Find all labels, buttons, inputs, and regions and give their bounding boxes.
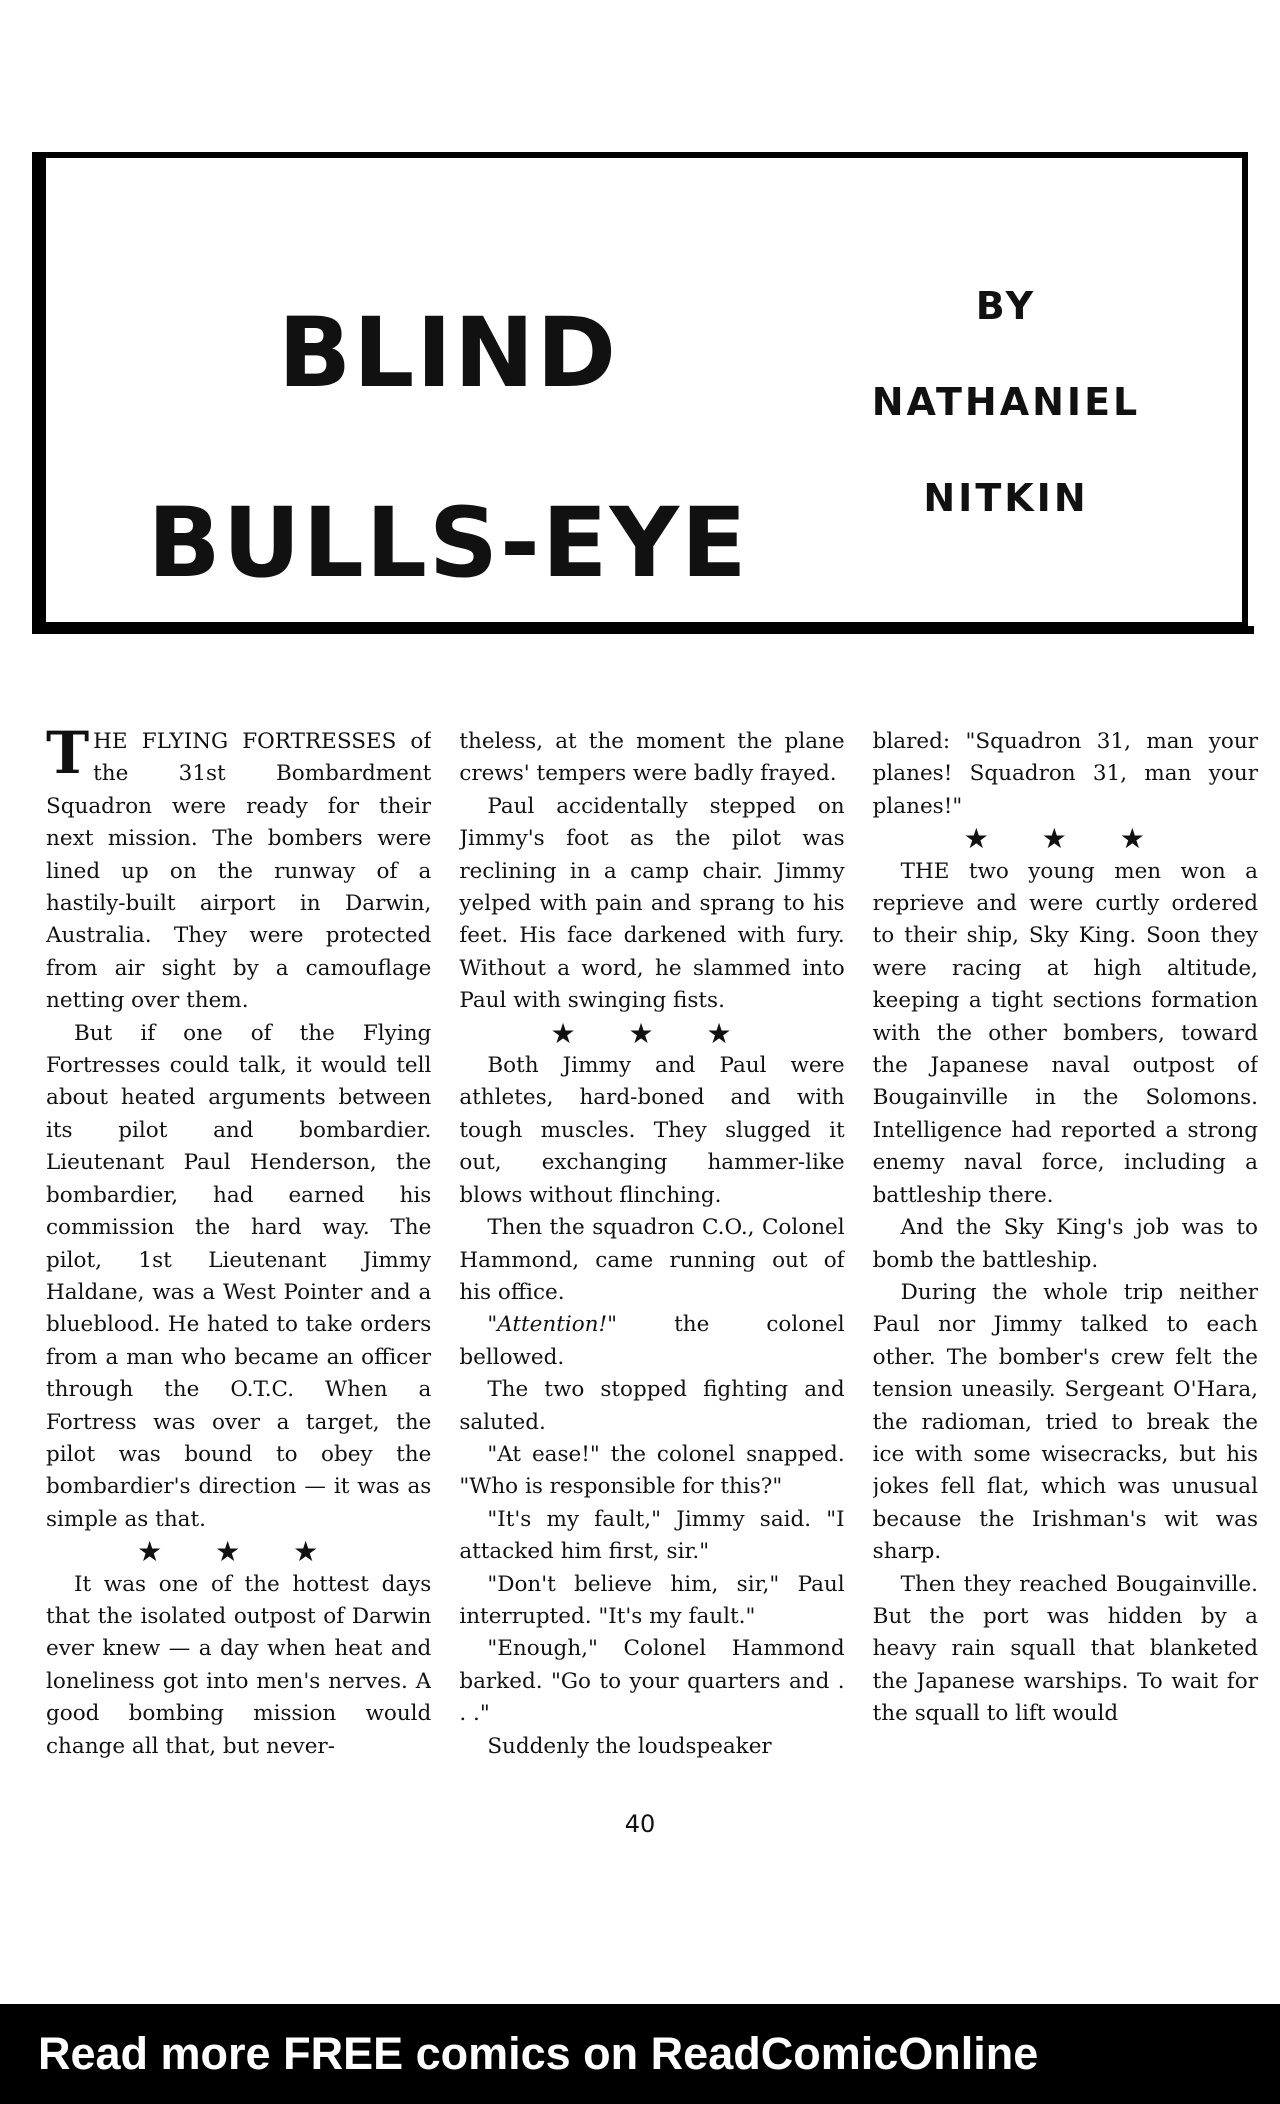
title-box	[40, 152, 1248, 628]
paragraph: Both Jimmy and Paul were athletes, hard-boned and with tough muscles. They slugged it out, exchanging hammer-like blows without flinching.	[459, 1053, 845, 1208]
paragraph	[459, 1309, 844, 1374]
italic-text: "Attention!"	[487, 1312, 618, 1338]
paragraph: "At ease!" the colonel snapped. "Who is responsible for this?"	[459, 1441, 845, 1500]
story-body	[46, 726, 1258, 1816]
paragraph: Paul accidentally stepped on Jimmy's foot as the pilot was reclining in a camp chair. Jimmy yelped with pain and sprang to his feet. His face darkened with fury. Without a word, he slammed into Paul with swinging fists.	[459, 793, 845, 1014]
column-3	[873, 726, 1258, 1816]
section-break-stars: ★ ★ ★	[137, 1535, 341, 1569]
paragraph: Then the squadron C.O., Colonel Hammond, came running out of his office.	[459, 1215, 845, 1305]
paragraph: During the whole trip neither Paul nor Jimmy talked to each other. The bomber's crew felt the tension uneasily. Sergeant O'Hara, the radioman, tried to break the ice with some wisecracks, but his jokes fell flat, which was unusual because the Irishman's wit was sharp.	[872, 1279, 1258, 1565]
column-1	[46, 726, 431, 1816]
title-line-1: BLIND	[277, 297, 619, 409]
column-2	[459, 726, 844, 1816]
paragraph: It was one of the hottest days that the isolated outpost of Darwin ever knew — a day when heat and loneliness got into men's nerves. A good bombing mission would change all that, but never-	[46, 1571, 432, 1759]
title-line-2: BULLS-EYE	[147, 487, 749, 599]
author-last-name: NITKIN	[923, 476, 1089, 520]
paragraph-text: the colonel bellowed.	[459, 1312, 845, 1370]
page-number: 40	[624, 1810, 656, 1838]
paragraph-text: HE FLYING FORTRESSES of the 31st Bombardment Squadron were ready for their next mission. The bombers were lined up on the runway of a hastily-built airport in Darwin, Australia. They were protected from air sight by a camouflage netting over them.	[46, 729, 432, 1014]
paragraph: And the Sky King's job was to bomb the battleship.	[872, 1215, 1258, 1273]
paragraph: THE two young men won a reprieve and were curtly ordered to their ship, Sky King. Soon they were racing at high altitude, keeping a tight sections formation with the other bombers, toward the Japanese naval outpost of Bougainville in the Solomons. Intelligence had reported a strong enemy naval force, including a battleship there.	[872, 858, 1258, 1208]
byline	[806, 268, 1206, 556]
paragraph: The two stopped fighting and saluted.	[459, 1377, 845, 1435]
promo-banner[interactable]: Read more FREE comics on ReadComicOnline	[0, 2004, 1280, 2104]
paragraph: blared: "Squadron 31, man your planes! Squadron 31, man your planes!"	[872, 729, 1258, 819]
paragraph: "It's my fault," Jimmy said. "I attacked him first, sir."	[459, 1506, 845, 1565]
paragraph	[46, 726, 431, 1018]
section-break-stars: ★ ★ ★	[963, 822, 1167, 856]
paragraph: Then they reached Bougainville. But the port was hidden by a heavy rain squall that blanketed the Japanese warships. To wait for the squall to lift would	[872, 1571, 1258, 1727]
story-title	[138, 258, 758, 638]
author-first-name: NATHANIEL	[871, 380, 1141, 424]
paragraph: "Don't believe him, sir," Paul interrupted. "It's my fault."	[459, 1571, 845, 1629]
paragraph: theless, at the moment the plane crews' tempers were badly frayed.	[459, 729, 845, 787]
paragraph: Suddenly the loudspeaker	[487, 1733, 772, 1759]
paragraph: "Enough," Colonel Hammond barked. "Go to your quarters and . . ."	[459, 1636, 845, 1727]
section-break-stars: ★ ★ ★	[550, 1016, 754, 1050]
byline-by: BY	[975, 284, 1037, 328]
drop-cap: T	[46, 726, 90, 787]
paragraph: But if one of the Flying Fortresses could talk, it would tell about heated arguments between its pilot and bombardier. Lieutenant Paul Henderson, the bombardier, had earned his commission the hard way. The pilot, 1st Lieutenant Jimmy Haldane, was a West Pointer and a blueblood. He hated to take orders from a man who became an officer through the O.T.C. When a Fortress was over a target, the pilot was bound to obey the bombardier's direction — it was as simple as that.	[46, 1020, 432, 1532]
